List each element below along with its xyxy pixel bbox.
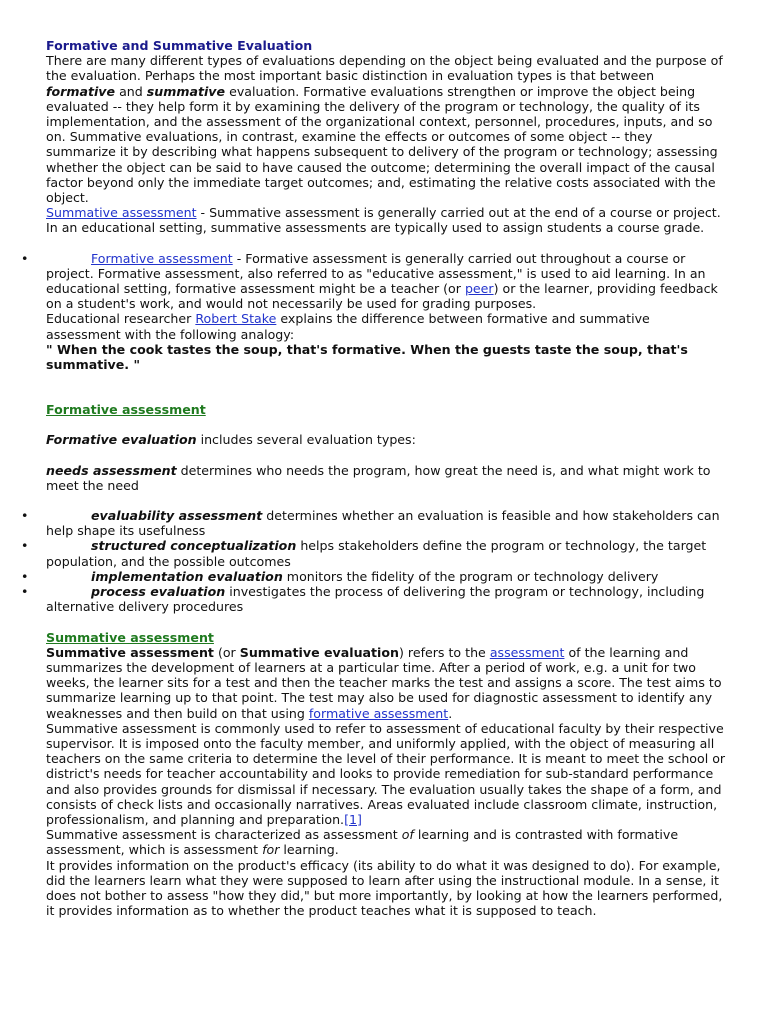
document-page [21,38,726,919]
summative-definition: Summative assessment (or Summative evaluation) refers to the assessment of the learning and summarizes the development of learners at a particular time. After a period of work, e.g. a unit for two weeks, the learner sits for a test and then the teacher marks the test and assigns a score. The test aims to summarize learning up to that point. The test may also be used for diagnostic assessment to identify any weaknesses and then build on that using formative assessment. [46,644,722,721]
bullet-icon: • [21,584,29,600]
faculty-paragraph: Summative assessment is commonly used to refer to assessment of educational faculty by their respective supervisor. It is imposed onto the faculty member, and uniformly applied, with the object of measuring all teachers on the same criteria to determine the level of their performance. It is meant to meet the school or district's needs for teacher accountability and looks to provide remediation for sub-standard performance and also provides grounds for dismissal if necessary. The evaluation usually takes the shape of a form, and consists of check lists and occasionally narratives. Areas evaluated include classroom climate, instruction, professionalism, and planning and preparation.[1] [46,720,726,827]
reference-link[interactable]: [1] [344,811,362,827]
list-item: • structured conceptualization helps stakeholders define the program or technology, the target population, and the possible outcomes [21,538,707,569]
soup-quote: " When the cook tastes the soup, that's formative. When the guests taste the soup, that's summative. " [46,341,688,373]
formative-heading: Formative assessment [46,402,206,418]
summative-paragraph: Summative assessment - Summative assessment is generally carried out at the end of a course or project. In an educational setting, summative assessments are typically used to assign students a course grade. [46,205,721,236]
formative-assessment-link-2[interactable]: formative assessment [308,705,449,721]
robert-stake-link[interactable]: Robert Stake [195,311,277,327]
bullet-icon: • [21,508,29,524]
assessment-link[interactable]: assessment [489,644,565,660]
intro-paragraph: There are many different types of evaluations depending on the object being evaluated and the purpose of the evaluation. Perhaps the most important basic distinction in evaluation types is that between formative and summative evaluation. Formative evaluations strengthen or improve the object being evaluated -- they help form it by examining the delivery of the program or technology, the quality of its implementation, and the assessment of the organizational context, personnel, procedures, inputs, and so on. Summative evaluations, in contrast, examine the effects or outcomes of some object -- they summarize it by describing what happens subsequent to delivery of the program or technology; assessing whether the object can be said to have caused the outcome; determining the overall impact of the causal factor beyond only the immediate target outcomes; and, estimating the relative costs associated with the object. [46,53,723,206]
formative-intro: Formative evaluation includes several evaluation types: [46,432,416,448]
list-item: • evaluability assessment determines whether an evaluation is feasible and how stakeholders can help shape its usefulness [21,508,720,539]
formative-bullet-item: • Formative assessment - Formative assessment is generally carried out throughout a course or project. Formative assessment, also referred to as "educative assessment," is used to aid learning. In an educational setting, formative assessment might be a teacher (or peer) or the learner, providing feedback on a student's work, and would not necessarily be used for grading purposes. [21,250,718,312]
characterized-paragraph: Summative assessment is characterized as assessment of learning and is contrasted with formative assessment, which is assessment for learning. [46,827,679,858]
summative-heading: Summative assessment [46,629,214,645]
formative-assessment-link[interactable]: Formative assessment [91,250,233,266]
summative-assessment-link[interactable]: Summative assessment [46,205,197,221]
list-item: • implementation evaluation monitors the fidelity of the program or technology delivery [21,568,659,584]
stake-paragraph: Educational researcher Robert Stake explains the difference between formative and summative assessment with the following analogy: [46,311,650,342]
needs-assessment-paragraph: needs assessment determines who needs the program, how great the need is, and what might work to meet the need [46,462,711,493]
peer-link[interactable]: peer [464,281,494,297]
list-item: • process evaluation investigates the process of delivering the program or technology, including alternative delivery procedures [21,584,705,615]
efficacy-paragraph: It provides information on the product's efficacy (its ability to do what it was designed to do). For example, did the learners learn what they were supposed to learn after using the instructional module. In a sense, it does not bother to assess "how they did," but more importantly, by looking at how the learners performed, it provides information as to whether the product teaches what it is supposed to teach. [46,857,723,919]
bullet-icon: • [21,538,29,554]
bullet-icon: • [21,568,29,584]
section-title: Formative and Summative Evaluation [46,38,313,53]
bullet-icon: • [21,250,29,266]
